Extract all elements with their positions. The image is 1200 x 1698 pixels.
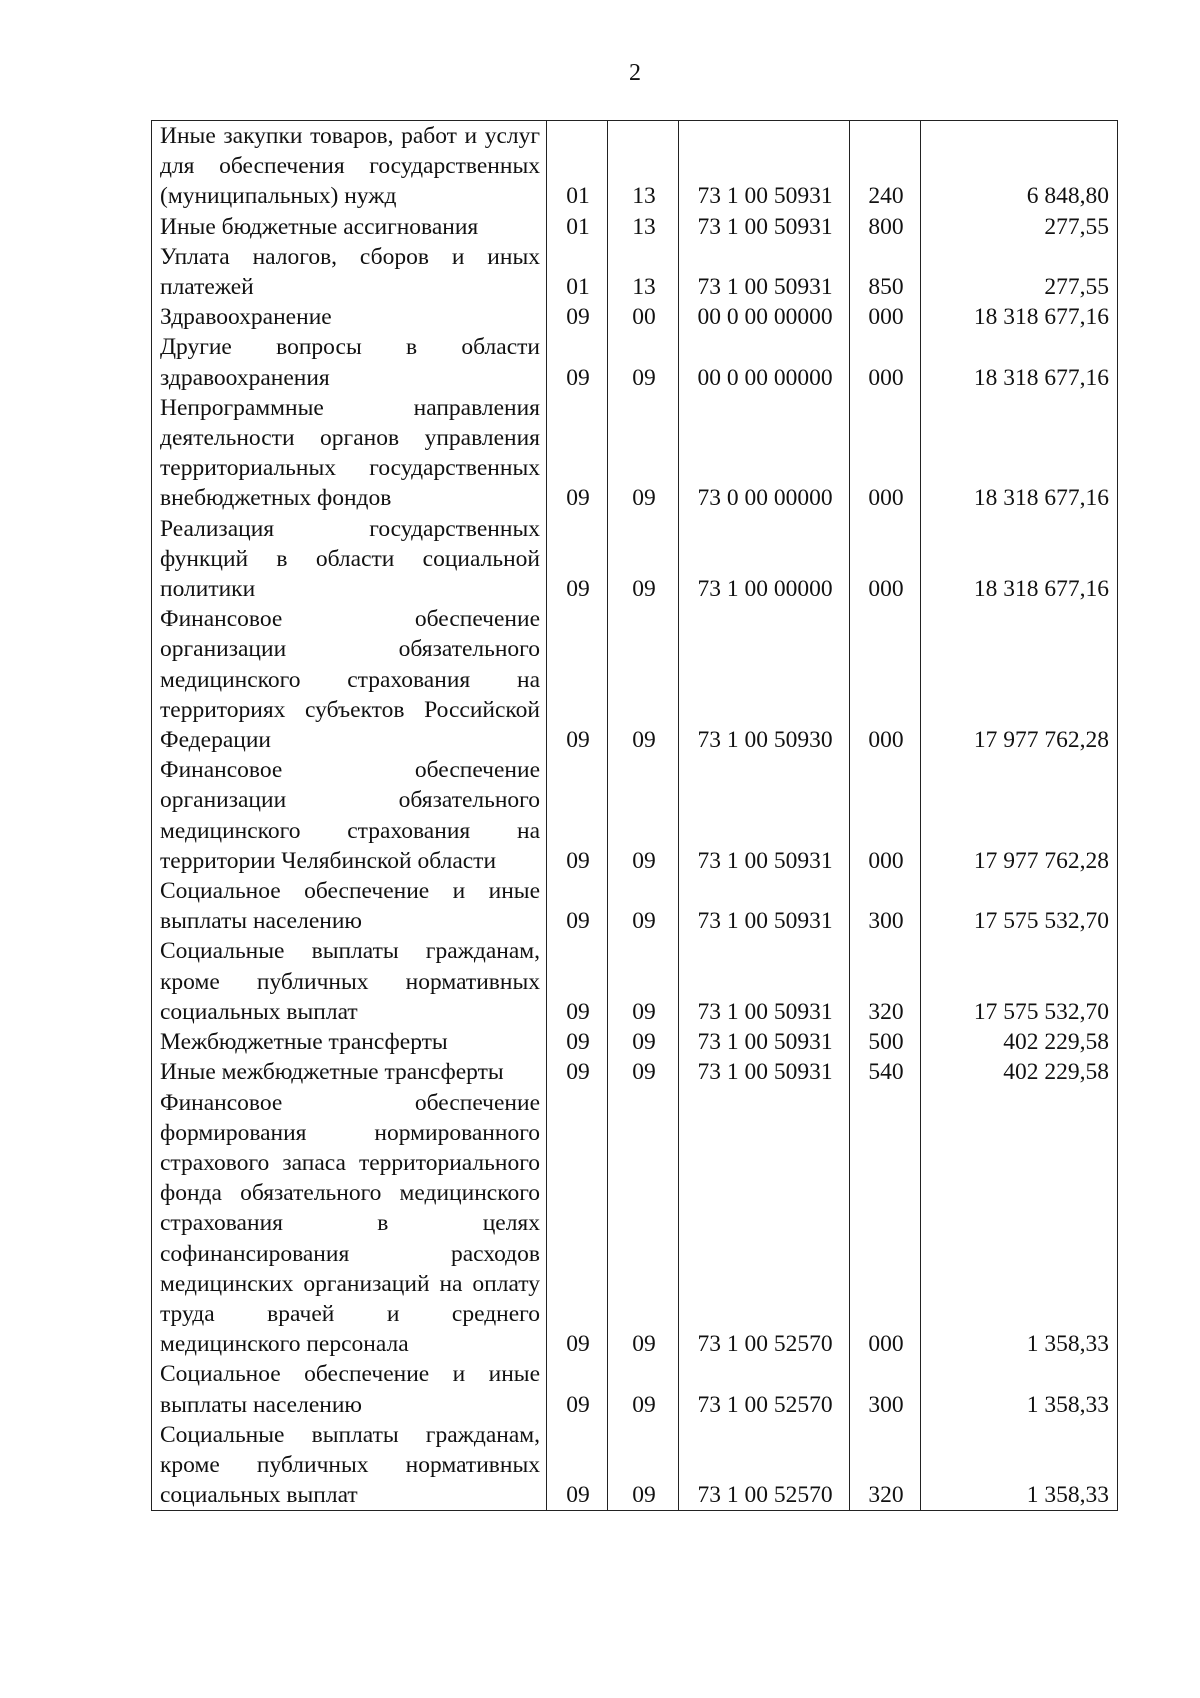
section-code-cell: 09 <box>547 332 608 392</box>
expense-type-code-cell: 300 <box>850 876 921 936</box>
section-code-cell: 09 <box>547 1088 608 1360</box>
amount-cell: 17 575 532,70 <box>921 936 1118 1027</box>
table-row <box>152 514 1118 605</box>
target-article-code-cell: 73 1 00 50931 <box>679 1057 850 1087</box>
section-code-cell: 09 <box>547 393 608 514</box>
item-name-cell: Финансовое обеспечение организации обязательного медицинского страхования на территориях субъектов Российской Федерации <box>152 604 547 755</box>
table-row <box>152 876 1118 936</box>
table-row <box>152 121 1118 212</box>
subsection-code-cell: 13 <box>608 121 679 212</box>
item-name-cell: Финансовое обеспечение организации обязательного медицинского страхования на территории Челябинской области <box>152 755 547 876</box>
table-row <box>152 936 1118 1027</box>
item-name-cell: Социальные выплаты гражданам, кроме публичных нормативных социальных выплат <box>152 936 547 1027</box>
subsection-code-cell: 00 <box>608 302 679 332</box>
section-code-cell: 01 <box>547 242 608 302</box>
target-article-code-cell: 73 1 00 52570 <box>679 1088 850 1360</box>
expense-type-code-cell: 000 <box>850 302 921 332</box>
amount-cell: 277,55 <box>921 212 1118 242</box>
subsection-code-cell: 09 <box>608 936 679 1027</box>
section-code-cell: 09 <box>547 1359 608 1419</box>
item-name-cell: Иные межбюджетные трансферты <box>152 1057 547 1087</box>
section-code-cell: 09 <box>547 302 608 332</box>
amount-cell: 1 358,33 <box>921 1088 1118 1360</box>
subsection-code-cell: 09 <box>608 604 679 755</box>
section-code-cell: 09 <box>547 514 608 605</box>
expense-type-code-cell: 850 <box>850 242 921 302</box>
target-article-code-cell: 73 1 00 52570 <box>679 1420 850 1511</box>
amount-cell: 1 358,33 <box>921 1420 1118 1511</box>
subsection-code-cell: 09 <box>608 876 679 936</box>
target-article-code-cell: 73 1 00 50931 <box>679 876 850 936</box>
page-number: 2 <box>629 60 641 86</box>
target-article-code-cell: 73 1 00 00000 <box>679 514 850 605</box>
section-code-cell: 09 <box>547 1420 608 1511</box>
table-row <box>152 755 1118 876</box>
budget-table <box>151 120 1118 1511</box>
target-article-code-cell: 73 1 00 50931 <box>679 121 850 212</box>
expense-type-code-cell: 540 <box>850 1057 921 1087</box>
amount-cell: 402 229,58 <box>921 1027 1118 1057</box>
amount-cell: 17 575 532,70 <box>921 876 1118 936</box>
amount-cell: 18 318 677,16 <box>921 302 1118 332</box>
amount-cell: 402 229,58 <box>921 1057 1118 1087</box>
table-row <box>152 332 1118 392</box>
target-article-code-cell: 73 0 00 00000 <box>679 393 850 514</box>
target-article-code-cell: 73 1 00 50931 <box>679 755 850 876</box>
section-code-cell: 09 <box>547 755 608 876</box>
subsection-code-cell: 09 <box>608 1420 679 1511</box>
section-code-cell: 09 <box>547 1057 608 1087</box>
amount-cell: 6 848,80 <box>921 121 1118 212</box>
item-name-cell: Иные бюджетные ассигнования <box>152 212 547 242</box>
item-name-cell: Уплата налогов, сборов и иных платежей <box>152 242 547 302</box>
item-name-cell: Иные закупки товаров, работ и услуг для обеспечения государственных (муниципальных) нужд <box>152 121 547 212</box>
table-row <box>152 604 1118 755</box>
section-code-cell: 09 <box>547 1027 608 1057</box>
item-name-cell: Социальное обеспечение и иные выплаты населению <box>152 876 547 936</box>
item-name-cell: Финансовое обеспечение формирования нормированного страхового запаса территориального фонда обязательного медицинского страхования в целях софинансирования расходов медицинских организаций на оплату труда врачей и среднего медицинского персонала <box>152 1088 547 1360</box>
expense-type-code-cell: 000 <box>850 1088 921 1360</box>
section-code-cell: 09 <box>547 876 608 936</box>
expense-type-code-cell: 000 <box>850 604 921 755</box>
item-name-cell: Другие вопросы в области здравоохранения <box>152 332 547 392</box>
item-name-cell: Здравоохранение <box>152 302 547 332</box>
table-row <box>152 393 1118 514</box>
target-article-code-cell: 73 1 00 50930 <box>679 604 850 755</box>
target-article-code-cell: 00 0 00 00000 <box>679 302 850 332</box>
expense-type-code-cell: 240 <box>850 121 921 212</box>
subsection-code-cell: 09 <box>608 514 679 605</box>
amount-cell: 18 318 677,16 <box>921 514 1118 605</box>
item-name-cell: Непрограммные направления деятельности органов управления территориальных государственных внебюджетных фондов <box>152 393 547 514</box>
subsection-code-cell: 09 <box>608 755 679 876</box>
table-body <box>152 121 1118 1511</box>
expense-type-code-cell: 320 <box>850 1420 921 1511</box>
item-name-cell: Реализация государственных функций в области социальной политики <box>152 514 547 605</box>
expense-type-code-cell: 000 <box>850 755 921 876</box>
expense-type-code-cell: 500 <box>850 1027 921 1057</box>
table-row <box>152 242 1118 302</box>
target-article-code-cell: 73 1 00 50931 <box>679 1027 850 1057</box>
table-row <box>152 1057 1118 1087</box>
expense-type-code-cell: 000 <box>850 514 921 605</box>
expense-type-code-cell: 320 <box>850 936 921 1027</box>
table-row <box>152 1027 1118 1057</box>
subsection-code-cell: 09 <box>608 1027 679 1057</box>
amount-cell: 17 977 762,28 <box>921 755 1118 876</box>
subsection-code-cell: 13 <box>608 242 679 302</box>
item-name-cell: Социальные выплаты гражданам, кроме публичных нормативных социальных выплат <box>152 1420 547 1511</box>
section-code-cell: 01 <box>547 212 608 242</box>
subsection-code-cell: 09 <box>608 393 679 514</box>
amount-cell: 17 977 762,28 <box>921 604 1118 755</box>
amount-cell: 18 318 677,16 <box>921 332 1118 392</box>
amount-cell: 1 358,33 <box>921 1359 1118 1419</box>
table-row <box>152 1088 1118 1360</box>
subsection-code-cell: 09 <box>608 1088 679 1360</box>
item-name-cell: Социальное обеспечение и иные выплаты населению <box>152 1359 547 1419</box>
target-article-code-cell: 00 0 00 00000 <box>679 332 850 392</box>
subsection-code-cell: 13 <box>608 212 679 242</box>
target-article-code-cell: 73 1 00 50931 <box>679 936 850 1027</box>
table-row <box>152 1420 1118 1511</box>
expense-type-code-cell: 000 <box>850 332 921 392</box>
subsection-code-cell: 09 <box>608 332 679 392</box>
target-article-code-cell: 73 1 00 50931 <box>679 242 850 302</box>
expense-type-code-cell: 300 <box>850 1359 921 1419</box>
amount-cell: 18 318 677,16 <box>921 393 1118 514</box>
expense-type-code-cell: 800 <box>850 212 921 242</box>
target-article-code-cell: 73 1 00 50931 <box>679 212 850 242</box>
subsection-code-cell: 09 <box>608 1359 679 1419</box>
amount-cell: 277,55 <box>921 242 1118 302</box>
section-code-cell: 09 <box>547 604 608 755</box>
expense-type-code-cell: 000 <box>850 393 921 514</box>
section-code-cell: 01 <box>547 121 608 212</box>
target-article-code-cell: 73 1 00 52570 <box>679 1359 850 1419</box>
section-code-cell: 09 <box>547 936 608 1027</box>
table-row <box>152 212 1118 242</box>
table-row <box>152 1359 1118 1419</box>
table-row <box>152 302 1118 332</box>
item-name-cell: Межбюджетные трансферты <box>152 1027 547 1057</box>
subsection-code-cell: 09 <box>608 1057 679 1087</box>
